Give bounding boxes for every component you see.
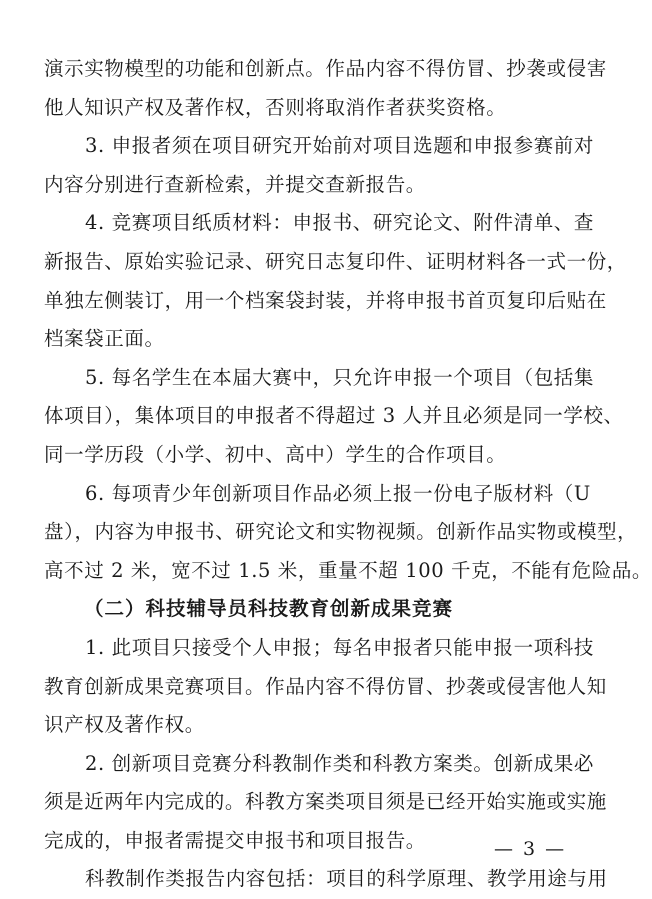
numbered-item-1: 1. 此项目只接受个人申报；每名申报者只能申报一项科技 (85, 635, 595, 659)
text-line: 完成的，申报者需提交申报书和项目报告。 (44, 828, 426, 852)
text-line: 内容分别进行查新检索，并提交查新报告。 (44, 172, 426, 196)
section-heading: （二）科技辅导员科技教育创新成果竞赛 (84, 597, 454, 621)
document-page (44, 50, 652, 899)
text-line: 新报告、原始实验记录、研究日志复印件、证明材料各一式一份， (44, 249, 627, 273)
text-line: 单独左侧装订，用一个档案袋封装，并将申报书首页复印后贴在 (44, 288, 607, 312)
page-number: — 3 — (494, 838, 567, 860)
numbered-item-3: 3. 申报者须在项目研究开始前对项目选题和申报参赛前对 (85, 134, 595, 158)
text-line: 须是近两年内完成的。科教方案类项目须是已经开始实施或实施 (44, 790, 607, 814)
text-line: 科教制作类报告内容包括：项目的科学原理、教学用途与用 (85, 867, 608, 891)
text-line: 演示实物模型的功能和创新点。作品内容不得仿冒、抄袭或侵害 (44, 57, 607, 80)
text-line: 同一学历段（小学、初中、高中）学生的合作项目。 (44, 442, 507, 466)
numbered-item-6: 6. 每项青少年创新项目作品必须上报一份电子版材料（U (85, 481, 591, 505)
text-line: 教育创新成果竞赛项目。作品内容不得仿冒、抄袭或侵害他人知 (44, 674, 607, 698)
text-line: 高不过 2 米，宽不过 1.5 米，重量不超 100 千克，不能有危险品。 (44, 558, 652, 582)
text-line: 他人知识产权及著作权，否则将取消作者获奖资格。 (44, 95, 507, 119)
text-line: 识产权及著作权。 (44, 713, 205, 737)
numbered-item-4: 4. 竞赛项目纸质材料：申报书、研究论文、附件清单、查 (85, 211, 595, 235)
text-line: 盘），内容为申报书、研究论文和实物视频。创新作品实物或模型， (44, 520, 638, 544)
numbered-item-2: 2. 创新项目竞赛分科教制作类和科教方案类。创新成果必 (85, 751, 595, 775)
text-line: 档案袋正面。 (44, 327, 165, 351)
text-line: 体项目），集体项目的申报者不得超过 3 人并且必须是同一学校、 (44, 404, 624, 428)
numbered-item-5: 5. 每名学生在本届大赛中，只允许申报一个项目（包括集 (85, 365, 595, 389)
